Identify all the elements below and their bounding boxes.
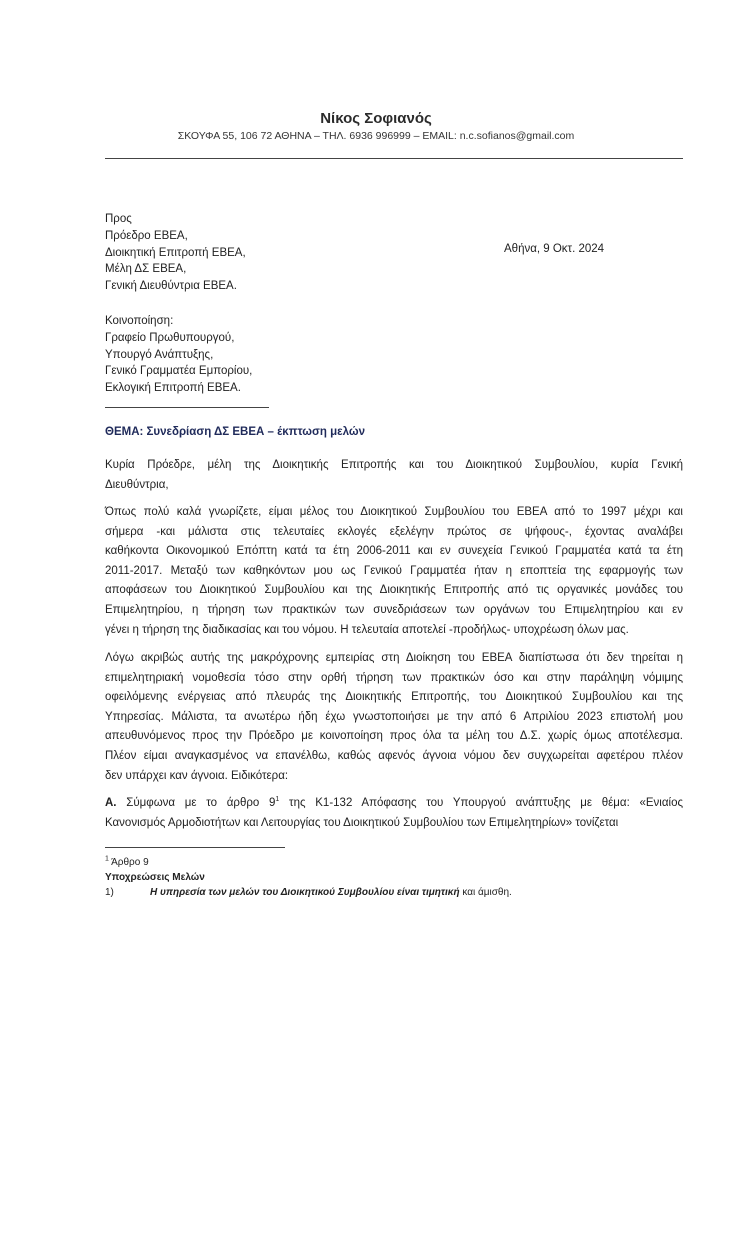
text-line: καθήκοντα Οικονομικού Επόπτη κατά τα έτη 2006-2011 και εν συνεχεία Γενικού Γραμματέα κατά τα έτη	[105, 545, 683, 558]
footnote-item-rest: και άμισθη.	[459, 887, 512, 898]
text-line: αποφάσεων του Διοικητικού Συμβουλίου και της Διοικητικής Επιτροπής από τις οργανικές μονάδες του	[105, 584, 683, 597]
cc-line: Γραφείο Πρωθυπουργού,	[105, 331, 235, 344]
cc-line: Γενικό Γραμματέα Εμπορίου,	[105, 365, 253, 378]
text-line: Υπηρεσίας. Μάλιστα, τα ανωτέρω ήδη έχω γνωστοποιήσει με την από 6 Απριλίου 2023 επιστολή μου	[105, 710, 683, 723]
body-paragraph-1	[105, 503, 683, 640]
footnote-divider	[105, 847, 285, 848]
recipient-line: Πρόεδρο ΕΒΕΑ,	[105, 229, 188, 242]
footnote-ref-line	[105, 855, 512, 870]
body-paragraph-2	[105, 649, 683, 786]
recipients-block	[105, 211, 246, 295]
letter-date: Αθήνα, 9 Οκτ. 2024	[504, 243, 605, 255]
text-line: γένει η τήρηση της διαδικασίας και του νόμου. Η τελευταία αποτελεί -προδήλως- υποχρέωση όλων μας.	[105, 623, 629, 636]
text-line: επιμελητηριακή νομοθεσία τόσο στην ορθή τήρηση των πρακτικών όσο και στην παράληψη νόμιμης	[105, 671, 683, 684]
footnote-title: Υποχρεώσεις Μελών	[105, 872, 205, 883]
recipient-line: Γενική Διευθύντρια ΕΒΕΑ.	[105, 280, 237, 293]
text-line: Κανονισμός Αρμοδιοτήτων και Λειτουργίας του Διοικητικού Συμβουλίου των Επιμελητηρίων» τονίζεται	[105, 816, 619, 829]
text-line: Κυρία Πρόεδρε, μέλη της Διοικητικής Επιτροπής και του Διοικητικού Συμβουλίου, κυρία Γενική	[105, 459, 683, 471]
header-divider	[105, 158, 683, 159]
cc-line: Υπουργό Ανάπτυξης,	[105, 348, 214, 361]
text-line: Όπως πολύ καλά γνωρίζετε, είμαι μέλος του Διοικητικού Συμβουλίου του ΕΒΕΑ από το 1997 μέχρι και	[105, 506, 683, 518]
footnote-item-emphasis: Η υπηρεσία των μελών του Διοικητικού Συμβουλίου είναι τιμητική	[150, 887, 460, 898]
footnote-item	[105, 885, 512, 900]
cc-line: Εκλογική Επιτροπή ΕΒΕΑ.	[105, 382, 241, 395]
cc-divider	[105, 407, 269, 408]
sender-contact: ΣΚΟΥΦΑ 55, 106 72 ΑΘΗΝΑ – ΤΗΛ. 6936 996999 – EMAIL: n.c.sofianos@gmail.com	[177, 130, 575, 142]
body-paragraph-3	[105, 794, 683, 833]
footnote-item-number: 1)	[105, 887, 114, 898]
text-line: Διευθύντρια,	[105, 478, 169, 491]
text-line: οφειλόμενης ενέργειας από πλευράς της Διοικητικής Επιτροπής, του Διοικητικού Συμβουλίου και της	[105, 691, 683, 704]
greeting-paragraph	[105, 456, 683, 495]
text-line: 2011-2017. Μεταξύ των καθηκόντων μου ως Γενικού Γραμματέα ήταν η εποπτεία της εφαρμογής των	[105, 564, 683, 577]
sender-name: Νίκος Σοφιανός	[320, 110, 432, 127]
text-line	[105, 794, 683, 814]
footnote-block	[105, 855, 512, 900]
text-line: Πλέον είμαι αναγκασμένος να επανέλθω, καθώς αφενός άγνοια νόμου δεν συγχωρείται αφετέρου πλέον	[105, 749, 683, 762]
subject-line: ΘΕΜΑ: Συνεδρίαση ΔΣ ΕΒΕΑ – έκπτωση μελών	[105, 426, 365, 438]
cc-block	[105, 313, 252, 397]
footnote-ref-text: Άρθρο 9	[108, 857, 149, 868]
recipient-line: Διοικητική Επιτροπή ΕΒΕΑ,	[105, 246, 246, 259]
text-line: σήμερα -και μάλιστα στις τελευταίες εκλογές εξελέγην πρώτος σε ψήφους-, έχοντας αναλάβει	[105, 525, 683, 538]
text-line: Λόγω ακριβώς αυτής της μακρόχρονης εμπειρίας στη Διοίκηση του ΕΒΕΑ διαπίστωσα ότι δεν τηρείται η	[105, 652, 683, 664]
text-line: απευθυνόμενος προς την Πρόεδρο με κοινοποίηση προς όλα τα μέλη του Δ.Σ. χωρίς όμως αποτέλεσμα.	[105, 730, 683, 743]
section-letter: Α.	[105, 797, 117, 809]
text-segment: Σύμφωνα με το άρθρο 9	[116, 797, 276, 809]
text-line: Επιμελητηρίου, η τήρηση των πρακτικών των συνεδριάσεων των οργάνων του Επιμελητηρίου και εν	[105, 603, 683, 616]
text-line: δεν υπάρχει καν άγνοια. Ειδικότερα:	[105, 769, 289, 782]
recipient-line: Μέλη ΔΣ ΕΒΕΑ,	[105, 263, 187, 276]
cc-line: Κοινοποίηση:	[105, 315, 174, 327]
footnote-number: 1	[105, 855, 109, 863]
recipient-line: Προς	[105, 213, 132, 225]
text-segment: της Κ1-132 Απόφασης του Υπουργού ανάπτυξης με θέμα: «Ενιαίος	[279, 797, 684, 809]
footnote-ref[interactable]: 1	[275, 796, 280, 804]
